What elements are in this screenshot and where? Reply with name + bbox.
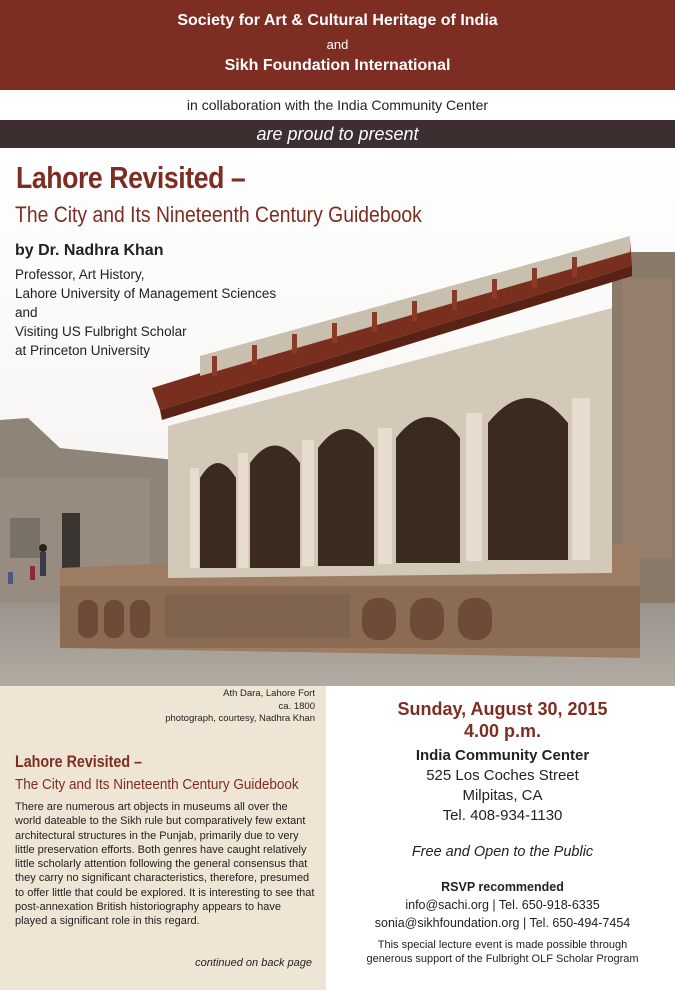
event-title: Lahore Revisited – — [16, 160, 246, 195]
present-banner: are proud to present — [0, 120, 675, 148]
header-band — [0, 0, 675, 90]
venue-block — [330, 746, 675, 826]
affiliation-line: Visiting US Fulbright Scholar — [15, 324, 187, 339]
venue-name: India Community Center — [415, 747, 590, 764]
speaker-affiliation — [15, 265, 276, 360]
speaker-name: by Dr. Nadhra Khan — [15, 242, 164, 259]
venue-street: 525 Los Coches Street — [426, 767, 579, 784]
venue-city: Milpitas, CA — [462, 787, 543, 804]
summary-subtitle: The City and Its Nineteenth Century Guidebook — [15, 776, 299, 793]
sponsor-line: This special lecture event is made possible through — [377, 939, 628, 951]
sponsor-note — [330, 938, 675, 966]
caption-line: Ath Dara, Lahore Fort — [223, 688, 315, 699]
affiliation-line: Professor, Art History, — [15, 267, 145, 282]
event-time: 4.00 p.m. — [463, 721, 542, 741]
ath-dara-photo — [0, 148, 675, 686]
org-name-1: Society for Art & Cultural Heritage of India — [177, 12, 498, 29]
rsvp-contact: sonia@sikhfoundation.org | Tel. 650-494-7454 — [374, 916, 631, 930]
summary-body: There are numerous art objects in museums all over the world dateable to the Sikh rule but comparatively few extant architectural structures in the Punjab, primarily due to very little preservation efforts. Both genres have caught relatively little scholarly attention following the general consensus that they carry no significant characteristics, therefore, presumed to offer little that could be explored. It is interesting to see that post-annexation British historiography appears to have played a significant role in this regard. — [15, 801, 315, 928]
venue-phone: Tel. 408-934-1130 — [442, 807, 563, 824]
event-datetime — [330, 698, 675, 742]
affiliation-line: at Princeton University — [15, 343, 151, 358]
photo-caption — [100, 688, 315, 726]
event-subtitle: The City and Its Nineteenth Century Guidebook — [15, 202, 422, 227]
affiliation-line: and — [15, 305, 38, 320]
event-date: Sunday, August 30, 2015 — [397, 699, 608, 719]
affiliation-line: Lahore University of Management Sciences — [15, 286, 277, 301]
collaboration-line: in collaboration with the India Community Center — [0, 90, 675, 120]
org-name-2: Sikh Foundation International — [224, 57, 451, 74]
caption-line: photograph, courtesy, Nadhra Khan — [165, 713, 315, 724]
sponsor-line: generous support of the Fulbright OLF Scholar Program — [366, 953, 639, 965]
summary-title: Lahore Revisited – — [15, 752, 142, 771]
rsvp-block — [330, 878, 675, 932]
rsvp-contact: info@sachi.org | Tel. 650-918-6335 — [405, 898, 600, 912]
rsvp-heading: RSVP recommended — [441, 880, 564, 894]
header-and: and — [326, 37, 349, 52]
continued-note: continued on back page — [195, 957, 312, 969]
admission-note: Free and Open to the Public — [411, 844, 594, 860]
caption-line: ca. 1800 — [278, 700, 315, 712]
